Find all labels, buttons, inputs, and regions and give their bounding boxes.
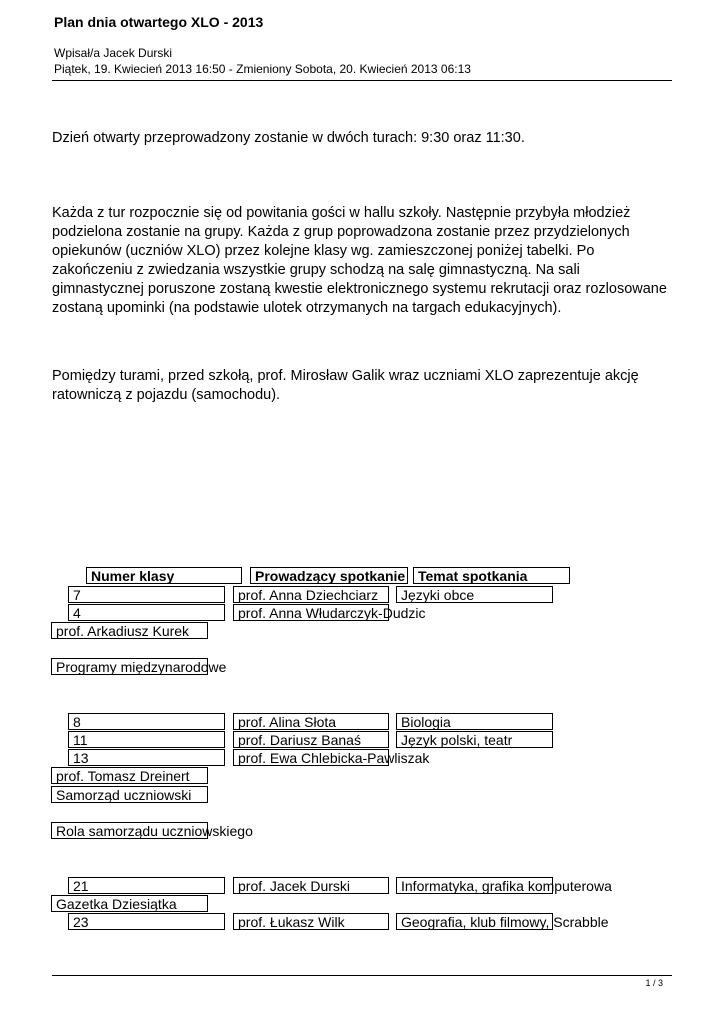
cell-class: 7 bbox=[68, 586, 225, 603]
header-divider bbox=[52, 80, 672, 81]
cell-topic-extra: Gazetka Dziesiątka bbox=[51, 895, 208, 912]
cell-class: 11 bbox=[68, 731, 225, 748]
cell-topic: Języki obce bbox=[396, 586, 553, 603]
cell-class: 13 bbox=[68, 749, 225, 766]
cell-host: prof. Dariusz Banaś bbox=[233, 731, 389, 748]
paragraph-rescue-demo: Pomiędzy turami, przed szkołą, prof. Mirosław Galik wraz uczniami XLO zaprezentuje akcję ratowniczą z pojazdu (samochodu). bbox=[52, 368, 639, 403]
cell-host: prof. Łukasz Wilk bbox=[233, 913, 389, 930]
cell-topic: Język polski, teatr bbox=[396, 731, 553, 748]
cell-host: prof. Anna Włudarczyk-Dudzic bbox=[233, 604, 389, 621]
page-title: Plan dnia otwartego XLO - 2013 bbox=[54, 14, 264, 30]
cell-host: prof. Jacek Durski bbox=[233, 877, 389, 894]
cell-class: 4 bbox=[68, 604, 225, 621]
cell-host-extra: prof. Tomasz Dreinert bbox=[51, 767, 208, 784]
footer-divider bbox=[52, 975, 672, 976]
cell-class: 8 bbox=[68, 713, 225, 730]
cell-host: prof. Ewa Chlebicka-Pawliszak bbox=[233, 749, 389, 766]
cell-host: prof. Alina Słota bbox=[233, 713, 389, 730]
author-line: Wpisał/a Jacek Durski bbox=[54, 46, 173, 60]
cell-topic-extra: Rola samorządu uczniowskiego bbox=[51, 822, 208, 839]
page-number: 1 / 3 bbox=[645, 978, 663, 988]
cell-host-extra: prof. Arkadiusz Kurek bbox=[51, 622, 208, 639]
cell-class: 21 bbox=[68, 877, 225, 894]
date-line: Piątek, 19. Kwiecień 2013 16:50 - Zmieniony Sobota, 20. Kwiecień 2013 06:13 bbox=[54, 62, 471, 76]
header-topic: Temat spotkania bbox=[413, 567, 570, 584]
header-host: Prowadzący spotkanie bbox=[250, 567, 408, 584]
paragraph-schedule: Dzień otwarty przeprowadzony zostanie w dwóch turach: 9:30 oraz 11:30. bbox=[52, 130, 525, 146]
cell-host: prof. Anna Dziechciarz bbox=[233, 586, 389, 603]
cell-topic: Samorząd uczniowski bbox=[51, 786, 208, 803]
cell-topic: Geografia, klub filmowy, Scrabble bbox=[396, 913, 553, 930]
cell-topic: Biologia bbox=[396, 713, 553, 730]
cell-class: 23 bbox=[68, 913, 225, 930]
cell-topic-extra: Programy międzynarodowe bbox=[51, 658, 208, 675]
paragraph-description: Każda z tur rozpocznie się od powitania gości w hallu szkoły. Następnie przybyła młodzież podzielona zostanie na grupy. Każda z grup poprowadzona zostanie przez przydzielonych opiekunów (uczniów XLO) przez kolejne klasy wg. zamieszczonej poniżej tabelki. Po zakończeniu z zwiedzania wszystkie grupy schodzą na salę gimnastyczną. Na sali gimnastycznej poruszone zostaną kwestie elektronicznego systemu rekrutacji oraz rozlosowane zostaną upominki (na podstawie ulotek otrzymanych na targach edukacyjnych). bbox=[52, 205, 667, 316]
header-class-number: Numer klasy bbox=[86, 567, 242, 584]
cell-topic: Informatyka, grafika komputerowa bbox=[396, 877, 553, 894]
